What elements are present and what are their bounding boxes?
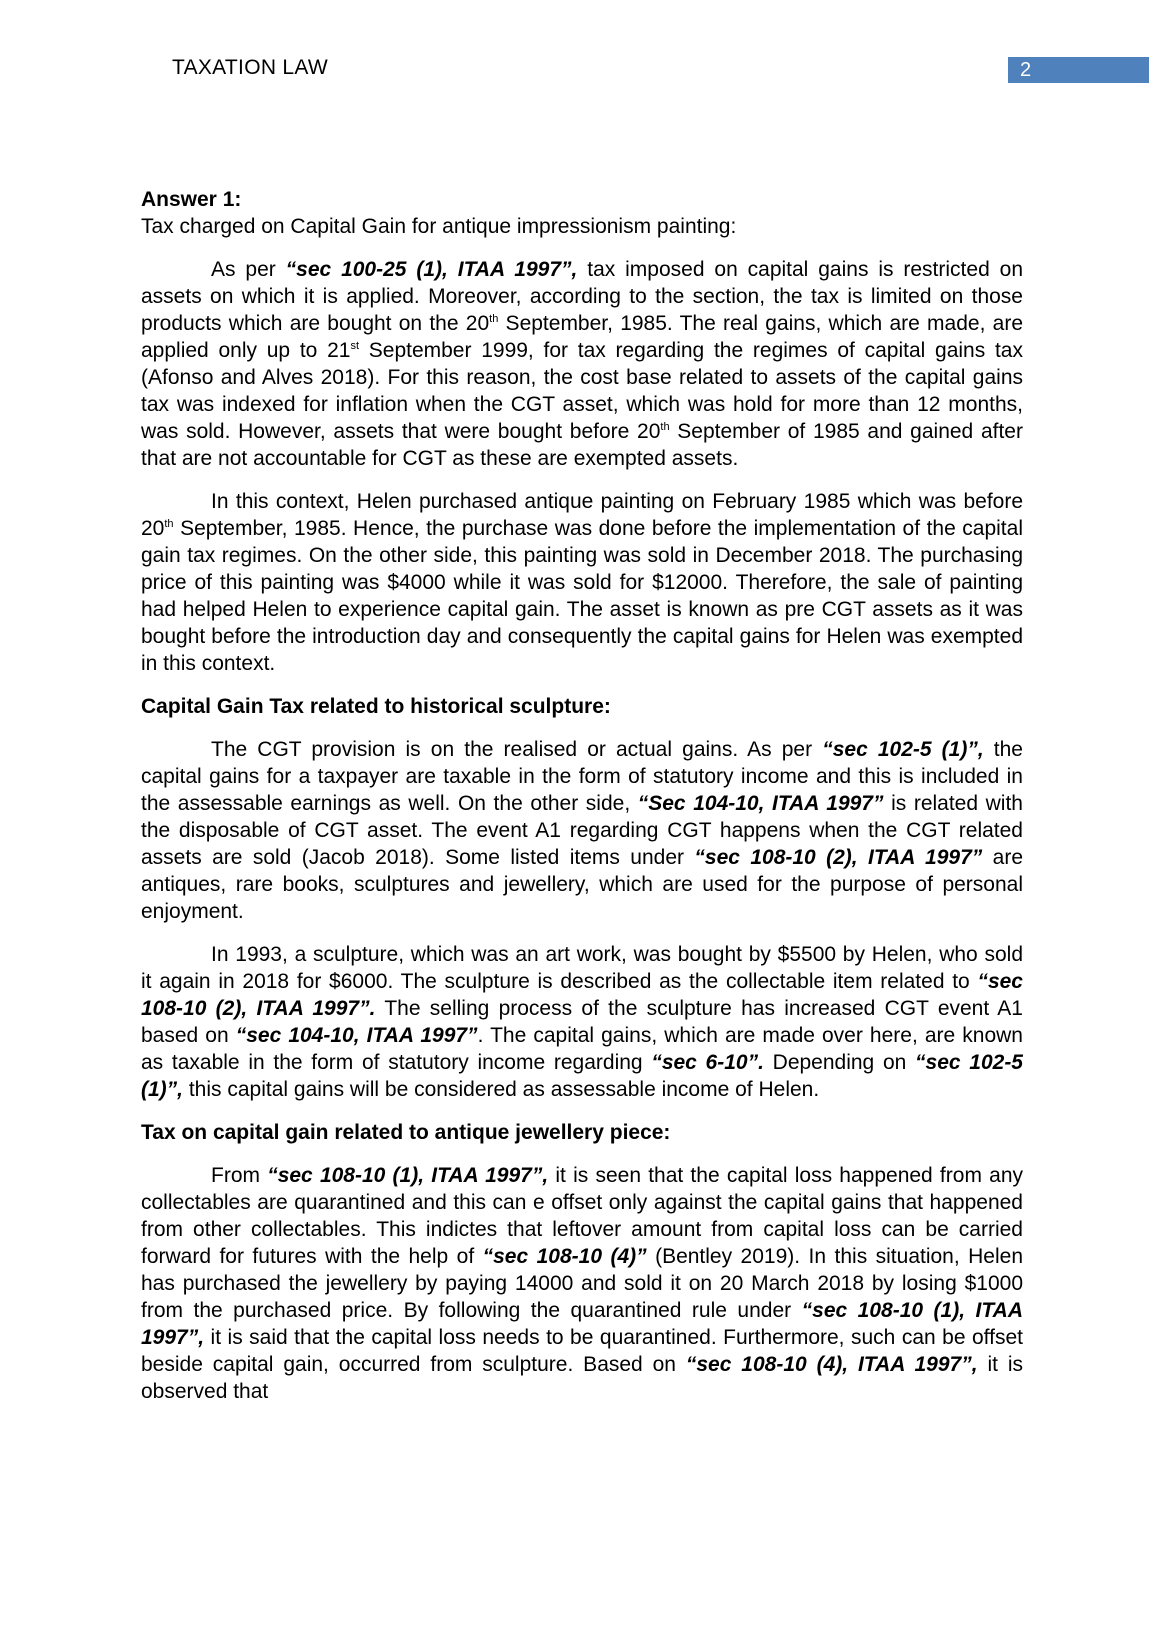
section-3-paragraph-1: From “sec 108-10 (1), ITAA 1997”, it is seen that the capital loss happened from any collectables are quarantined and this can e offset only against the capital gains that happened from other collectables. This indictes that leftover amount from capital loss can be carried forward for futures with the help of “sec 108-10 (4)” (Bentley 2019). In this situation, Helen has purchased the jewellery by paying 14000 and sold it on 20 March 2018 by losing $1000 from the purchased price. By following the quarantined rule under “sec 108-10 (1), ITAA 1997”, it is said that the capital loss needs to be quarantined. Furthermore, such can be offset beside capital gain, occurred from sculpture. Based on “sec 108-10 (4), ITAA 1997”, it is observed that [141,1164,1024,1403]
legal-reference: “sec 100-25 (1), ITAA 1997”, [285,258,578,281]
legal-reference: “Sec 104-10, ITAA 1997” [637,792,884,815]
section-2-title: Capital Gain Tax related to historical sculpture: [141,695,611,718]
legal-reference: “sec 108-10 (1), ITAA 1997”, [267,1164,549,1187]
legal-reference: “sec 108-10 (1), ITAA 1997”, [141,1299,1023,1349]
legal-reference: “sec 6-10”. [651,1051,764,1074]
document-body [141,186,1023,1405]
page-number-badge: 2 [1008,57,1149,83]
section-1-title: Tax charged on Capital Gain for antique impressionism painting: [141,215,737,238]
section-1-paragraph-2: In this context, Helen purchased antique painting on February 1985 which was before 20th September, 1985. Hence, the purchase was done before the implementation of the capital gain tax regimes. On the other side, this painting was sold in December 2018. The purchasing price of this painting was $4000 while it was sold for $12000. Therefore, the sale of painting had helped Helen to experience capital gain. The asset is known as pre CGT assets as it was bought before the introduction day and consequently the capital gains for Helen was exempted in this context. [141,490,1023,675]
answer-heading: Answer 1: [141,188,242,211]
section-2-paragraph-2: In 1993, a sculpture, which was an art work, was bought by $5500 by Helen, who sold it again in 2018 for $6000. The sculpture is described as the collectable item related to “sec 108-10 (2), ITAA 1997”. The selling process of the sculpture has increased CGT event A1 based on “sec 104-10, ITAA 1997”. The capital gains, which are made over here, are known as taxable in the form of statutory income regarding “sec 6-10”. Depending on “sec 102-5 (1)”, this capital gains will be considered as assessable income of Helen. [141,943,1023,1101]
legal-reference: “sec 102-5 (1)”, [141,1051,1023,1101]
legal-reference: “sec 104-10, ITAA 1997” [235,1024,478,1047]
section-1-paragraph-1: As per “sec 100-25 (1), ITAA 1997”, tax imposed on capital gains is restricted on assets on which it is applied. Moreover, according to the section, the tax is limited on those products which are bought on the 20th September, 1985. The real gains, which are made, are applied only up to 21st September 1999, for tax regarding the regimes of capital gains tax (Afonso and Alves 2018). For this reason, the cost base related to assets of the capital gains tax was indexed for inflation when the CGT asset, which was hold for more than 12 months, was sold. However, assets that were bought before 20th September of 1985 and gained after that are not accountable for CGT as these are exempted assets. [141,258,1023,470]
legal-reference: “sec 102-5 (1)”, [822,738,984,761]
section-2-paragraph-1: The CGT provision is on the realised or actual gains. As per “sec 102-5 (1)”, the capital gains for a taxpayer are taxable in the form of statutory income and this is included in the assessable earnings as well. On the other side, “Sec 104-10, ITAA 1997” is related with the disposable of CGT asset. The event A1 regarding CGT happens when the CGT related assets are sold (Jacob 2018). Some listed items under “sec 108-10 (2), ITAA 1997” are antiques, rare books, sculptures and jewellery, which are used for the purpose of personal enjoyment. [141,738,1024,923]
legal-reference: “sec 108-10 (2), ITAA 1997” [694,846,983,869]
page-header-title: TAXATION LAW [172,56,329,79]
legal-reference: “sec 108-10 (2), ITAA 1997”. [141,970,1023,1020]
section-3-title: Tax on capital gain related to antique jewellery piece: [141,1121,671,1144]
legal-reference: “sec 108-10 (4), ITAA 1997”, [685,1353,978,1376]
legal-reference: “sec 108-10 (4)” [482,1245,647,1268]
